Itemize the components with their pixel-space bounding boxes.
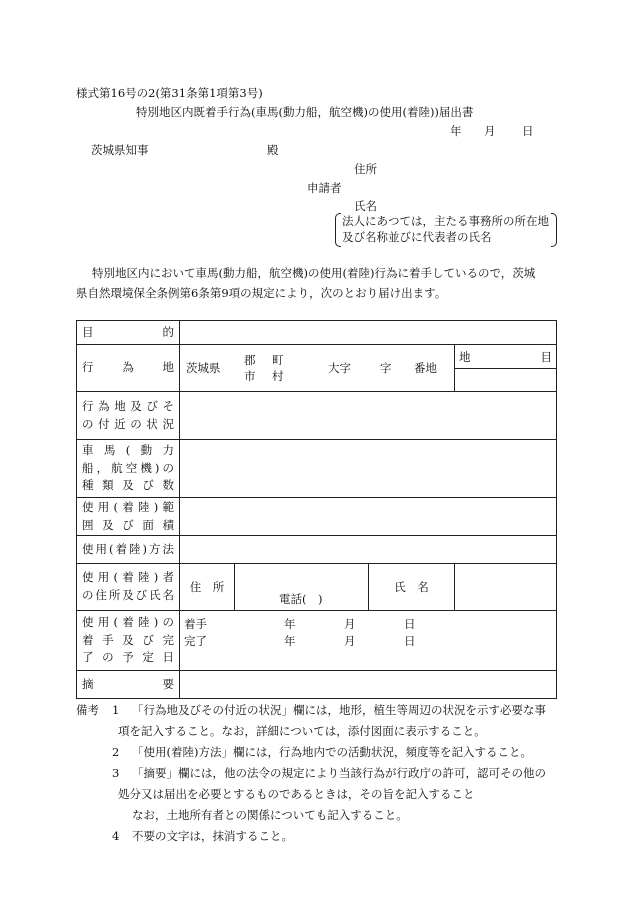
- finish-day: 日: [404, 634, 416, 648]
- note-1-line1: [76, 700, 566, 721]
- corporation-note-line1: 法人にあつては，主たる事務所の所在地: [342, 214, 549, 228]
- start-year: 年: [284, 617, 296, 631]
- vehicle-label-line1: 車馬(動力: [82, 442, 174, 457]
- row-summary: [77, 671, 557, 699]
- addressee: 茨城県知事: [91, 143, 149, 157]
- user-label-line1: 使用(着陸)者: [82, 570, 174, 585]
- note-3-text-cont: 処分又は届出を必要とするものであるときは，その旨を記入すること: [118, 787, 475, 801]
- user-name-field[interactable]: [455, 564, 557, 611]
- user-address-label: 住 所: [180, 564, 235, 611]
- location-label: 行 為 地: [77, 345, 180, 392]
- finish-month: 月: [344, 634, 356, 648]
- shi: 市: [244, 369, 256, 383]
- phone-label: 電話( ): [279, 592, 323, 606]
- start-row: [184, 616, 552, 633]
- land-category-label: [455, 345, 557, 369]
- surroundings-label-line2: の付近の状況: [82, 416, 174, 431]
- method-field[interactable]: [180, 536, 557, 564]
- corporation-note: [335, 213, 557, 247]
- notes-section: [76, 700, 566, 847]
- note-1-text: 「行為地及びその付近の状況」欄には，地形，植生等周辺の状況を示す必要な事: [132, 703, 546, 717]
- mura: 村: [272, 369, 284, 383]
- finish-label: 完了: [184, 634, 207, 648]
- area-label-line2: 囲及び面積: [82, 517, 174, 532]
- vehicle-field[interactable]: [180, 440, 557, 498]
- vehicle-label-line3: 種類及び数: [82, 478, 174, 493]
- corporation-note-line2: 及び名称並びに代表者の氏名: [342, 230, 492, 244]
- note-2-text: 「使用(着陸)方法」欄には，行為地内での活動状況，頻度等を記入すること。: [132, 745, 532, 759]
- start-label: 着手: [184, 617, 207, 631]
- method-label: 使用(着陸)方法: [77, 536, 180, 564]
- row-area: [77, 498, 557, 536]
- oaza: 大字: [328, 361, 351, 375]
- form-number: 様式第16号の2(第31条第1項第3号): [76, 86, 263, 100]
- row-vehicle: [77, 440, 557, 498]
- gun-shi: [244, 352, 272, 384]
- note-3-text-cont2: なお，土地所有者との関係についても記入すること。: [132, 808, 408, 822]
- summary-label: 摘 要: [77, 671, 180, 699]
- intro-line1: 特別地区内において車馬(動力船，航空機)の使用(着陸)行為に着手しているので，茨城: [92, 266, 536, 280]
- user-label-line2: の住所及び氏名: [82, 588, 174, 602]
- machi-mura: [272, 352, 328, 384]
- moku-label: 目: [540, 349, 553, 364]
- finish-row: [184, 633, 552, 650]
- bracket-left: [335, 213, 341, 247]
- note-4-text: 不要の文字は，抹消すること。: [132, 829, 293, 843]
- row-method: [77, 536, 557, 564]
- start-month: 月: [344, 617, 356, 631]
- surroundings-label: [77, 392, 180, 440]
- area-label-line1: 使用(着陸)範: [82, 499, 174, 514]
- note-2-number: 2: [112, 745, 120, 759]
- row-location: [77, 345, 557, 369]
- surroundings-field[interactable]: [180, 392, 557, 440]
- date-year-label: 年: [450, 124, 462, 138]
- gun: 郡: [244, 352, 256, 367]
- note-3-line2: [76, 784, 566, 805]
- user-address-field[interactable]: [235, 564, 369, 611]
- row-purpose: [77, 321, 557, 345]
- vehicle-label-line2: 船，航空機)の: [82, 460, 174, 475]
- note-3-number: 3: [112, 766, 120, 780]
- area-field[interactable]: [180, 498, 557, 536]
- date-month-label: 月: [484, 124, 496, 138]
- area-label: [77, 498, 180, 536]
- corporation-note-text: [342, 213, 549, 245]
- finish-year: 年: [284, 634, 296, 648]
- addressee-suffix: 殿: [267, 143, 279, 157]
- row-schedule: [77, 611, 557, 671]
- land-category-field[interactable]: [455, 369, 557, 392]
- note-1-number: 1: [112, 703, 120, 717]
- purpose-label: 目 的: [77, 321, 180, 345]
- summary-field[interactable]: [180, 671, 557, 699]
- note-2: [76, 742, 566, 763]
- form-title: 特別地区内既着手行為(車馬(動力船，航空機)の使用(着陸))届出書: [136, 105, 474, 119]
- chi-label: 地: [459, 349, 471, 364]
- row-user: [77, 564, 557, 611]
- note-1-text-cont: 項を記入すること。なお，詳細については，添付図面に表示すること。: [118, 724, 486, 738]
- location-field[interactable]: [180, 345, 455, 392]
- intro-line2: 県自然環境保全条例第6条第9項の規定により，次のとおり届け出ます。: [76, 286, 447, 300]
- note-3-text: 「摘要」欄には，他の法令の規定により当該行為が行政庁の許可，認可その他の: [132, 766, 546, 780]
- schedule-field[interactable]: [180, 611, 557, 671]
- note-3-line3: [76, 805, 566, 826]
- notes-label: 備考: [76, 703, 99, 717]
- address-label: 住所: [354, 162, 377, 176]
- purpose-field[interactable]: [180, 321, 557, 345]
- note-3-line1: [76, 763, 566, 784]
- machi: 町: [272, 352, 284, 367]
- date-day-label: 日: [522, 124, 534, 138]
- row-surroundings: [77, 392, 557, 440]
- note-1-line2: [76, 721, 566, 742]
- surroundings-label-line1: 行為地及びそ: [82, 398, 174, 413]
- name-label: 氏名: [354, 199, 377, 213]
- applicant-label: 申請者: [307, 181, 342, 195]
- vehicle-label: [77, 440, 180, 498]
- start-day: 日: [404, 617, 416, 631]
- schedule-label-line1: 使用(着陸)の: [82, 614, 174, 629]
- banchi: 番地: [414, 361, 437, 375]
- bracket-right: [551, 213, 557, 247]
- user-name-label: 氏 名: [369, 564, 455, 611]
- notification-form-table: [76, 320, 557, 699]
- user-label: [77, 564, 180, 611]
- schedule-label-line3: 了の予定日: [82, 650, 174, 665]
- aza: 字: [380, 361, 392, 375]
- note-4: [76, 826, 566, 847]
- note-4-number: 4: [112, 829, 120, 843]
- schedule-label: [77, 611, 180, 671]
- prefecture: 茨城県: [186, 361, 221, 375]
- schedule-label-line2: 着手及び完: [82, 632, 174, 647]
